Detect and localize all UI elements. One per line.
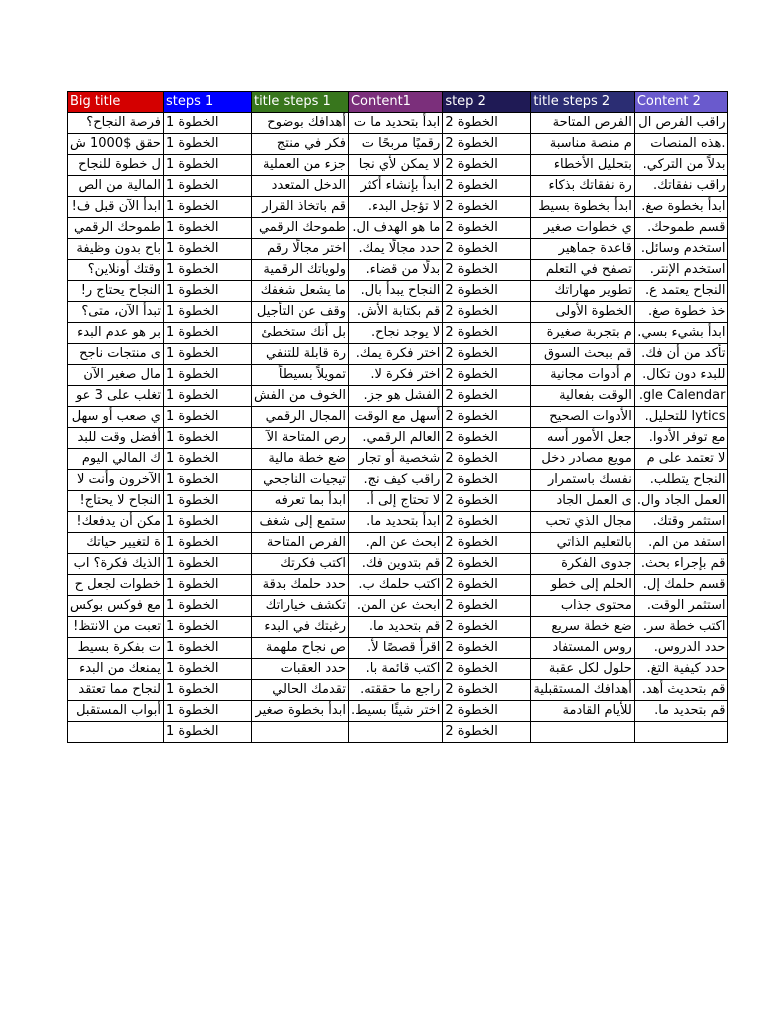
table-row <box>68 281 728 302</box>
table-row <box>68 512 728 533</box>
table-row <box>68 260 728 281</box>
big-title-cell[interactable]: خطوات لجعل ح <box>68 575 164 596</box>
header-step-2[interactable]: step 2 <box>443 92 531 113</box>
content-1-cell[interactable]: حدد مجالًا يمك. <box>348 239 442 260</box>
content-2-cell[interactable]: حدد كيفية التغ. <box>634 659 728 680</box>
big-title-cell[interactable]: باح بدون وظيفة <box>68 239 164 260</box>
title-steps-1-cell[interactable]: تقدمك الحالي <box>251 680 348 701</box>
step-2-cell[interactable]: الخطوة 2 <box>443 512 531 533</box>
big-title-cell[interactable]: يمنعك من البدء <box>68 659 164 680</box>
content-2-cell[interactable]: ابدأ بشيء بسي. <box>634 323 728 344</box>
content-2-cell[interactable]: النجاح يتطلب. <box>634 470 728 491</box>
header-big-title[interactable]: Big title <box>68 92 164 113</box>
content-1-cell[interactable]: ابحث عن الم. <box>348 533 442 554</box>
step-2-cell[interactable]: الخطوة 2 <box>443 449 531 470</box>
table-row <box>68 449 728 470</box>
title-steps-1-cell[interactable]: اكتب فكرتك <box>251 554 348 575</box>
title-steps-2-cell[interactable]: للأيام القادمة <box>531 701 635 722</box>
step-2-cell[interactable]: الخطوة 2 <box>443 218 531 239</box>
steps-1-cell[interactable]: الخطوة 1 <box>163 281 251 302</box>
title-steps-1-cell[interactable]: جزء من العملية <box>251 155 348 176</box>
steps-1-cell[interactable]: الخطوة 1 <box>163 659 251 680</box>
step-2-cell[interactable]: الخطوة 2 <box>443 491 531 512</box>
table-row <box>68 428 728 449</box>
content-2-cell[interactable]: بدلاً من التركي. <box>634 155 728 176</box>
title-steps-2-cell[interactable]: الأدوات الصحيح <box>531 407 635 428</box>
steps-1-cell[interactable]: الخطوة 1 <box>163 407 251 428</box>
big-title-cell[interactable]: لنجاح مما تعتقد <box>68 680 164 701</box>
steps-1-cell[interactable]: الخطوة 1 <box>163 701 251 722</box>
table-row <box>68 197 728 218</box>
step-2-cell[interactable]: الخطوة 2 <box>443 344 531 365</box>
content-1-cell[interactable]: راقب كيف نج. <box>348 470 442 491</box>
content-2-cell[interactable]: لا تعتمد على م <box>634 449 728 470</box>
title-steps-1-cell[interactable]: الفرص المتاحة <box>251 533 348 554</box>
big-title-cell[interactable]: ة لتغيير حياتك <box>68 533 164 554</box>
steps-1-cell[interactable]: الخطوة 1 <box>163 113 251 134</box>
big-title-cell[interactable]: حقق $1000 ش <box>68 134 164 155</box>
content-1-cell[interactable]: الفشل هو جز. <box>348 386 442 407</box>
table-body <box>68 113 728 743</box>
content-2-cell[interactable]: العمل الجاد وال. <box>634 491 728 512</box>
title-steps-2-cell[interactable]: قم ببحث السوق <box>531 344 635 365</box>
content-1-cell[interactable]: لا يوجد نجاح. <box>348 323 442 344</box>
title-steps-1-cell[interactable]: بل أنك ستخطئ <box>251 323 348 344</box>
step-2-cell[interactable]: الخطوة 2 <box>443 260 531 281</box>
title-steps-2-cell[interactable]: مجال الذي تحب <box>531 512 635 533</box>
steps-1-cell[interactable]: الخطوة 1 <box>163 239 251 260</box>
step-2-cell[interactable]: الخطوة 2 <box>443 638 531 659</box>
step-2-cell[interactable]: الخطوة 2 <box>443 113 531 134</box>
content-1-cell[interactable]: اكتب قائمة با. <box>348 659 442 680</box>
title-steps-2-cell[interactable]: الفرص المتاحة <box>531 113 635 134</box>
steps-1-cell[interactable]: الخطوة 1 <box>163 176 251 197</box>
table-row <box>68 575 728 596</box>
header-row <box>68 92 728 113</box>
table-row <box>68 176 728 197</box>
title-steps-2-cell[interactable]: جعل الأمور أسه <box>531 428 635 449</box>
title-steps-2-cell[interactable]: رة نفقاتك بذكاء <box>531 176 635 197</box>
title-steps-1-cell[interactable]: المجال الرقمي <box>251 407 348 428</box>
content-2-cell[interactable]: قم بتحديث أهد. <box>634 680 728 701</box>
table-row <box>68 596 728 617</box>
step-2-cell[interactable]: الخطوة 2 <box>443 239 531 260</box>
content-1-cell[interactable]: لا يمكن لأي نجا <box>348 155 442 176</box>
content-1-cell[interactable]: قم بتحديد ما. <box>348 617 442 638</box>
steps-1-cell[interactable]: الخطوة 1 <box>163 596 251 617</box>
steps-1-cell[interactable]: الخطوة 1 <box>163 218 251 239</box>
table-row <box>68 722 728 743</box>
content-2-cell[interactable]: النجاح يعتمد ع. <box>634 281 728 302</box>
content-2-cell[interactable]: .هذه المنصات <box>634 134 728 155</box>
title-steps-2-cell[interactable]: حلول لكل عقبة <box>531 659 635 680</box>
content-2-cell[interactable]: استخدم وسائل. <box>634 239 728 260</box>
title-steps-1-cell[interactable]: قم باتخاذ القرار <box>251 197 348 218</box>
content-2-cell[interactable]: راقب نفقاتك. <box>634 176 728 197</box>
big-title-cell[interactable]: بر هو عدم البدء <box>68 323 164 344</box>
big-title-cell[interactable]: تغلب على 3 عو <box>68 386 164 407</box>
content-2-cell[interactable]: قسم حلمك إل. <box>634 575 728 596</box>
table-row <box>68 407 728 428</box>
title-steps-1-cell[interactable]: وقف عن التأجيل <box>251 302 348 323</box>
title-steps-1-cell[interactable]: ما يشعل شغفك <box>251 281 348 302</box>
step-2-cell[interactable]: الخطوة 2 <box>443 134 531 155</box>
steps-1-cell[interactable]: الخطوة 1 <box>163 533 251 554</box>
steps-1-cell[interactable]: الخطوة 1 <box>163 302 251 323</box>
steps-1-cell[interactable]: الخطوة 1 <box>163 491 251 512</box>
big-title-cell[interactable]: ابدأ الآن قبل ف! <box>68 197 164 218</box>
step-2-cell[interactable]: الخطوة 2 <box>443 197 531 218</box>
big-title-cell[interactable]: ك المالي اليوم <box>68 449 164 470</box>
step-2-cell[interactable]: الخطوة 2 <box>443 302 531 323</box>
table-row <box>68 554 728 575</box>
step-2-cell[interactable]: الخطوة 2 <box>443 596 531 617</box>
big-title-cell[interactable] <box>68 722 164 743</box>
title-steps-1-cell[interactable]: رغبتك في البدء <box>251 617 348 638</box>
title-steps-1-cell[interactable]: ابدأ بما تعرفه <box>251 491 348 512</box>
step-2-cell[interactable]: الخطوة 2 <box>443 281 531 302</box>
content-2-cell[interactable]: قسم طموحك. <box>634 218 728 239</box>
content-1-cell[interactable]: اختر شيئًا بسيط. <box>348 701 442 722</box>
title-steps-1-cell[interactable]: الدخل المتعدد <box>251 176 348 197</box>
spreadsheet-table <box>67 91 728 743</box>
big-title-cell[interactable]: مال صغير الآن <box>68 365 164 386</box>
content-1-cell[interactable]: اكتب حلمك ب. <box>348 575 442 596</box>
step-2-cell[interactable]: الخطوة 2 <box>443 323 531 344</box>
steps-1-cell[interactable]: الخطوة 1 <box>163 323 251 344</box>
table-row <box>68 239 728 260</box>
title-steps-2-cell[interactable]: بالتعليم الذاتي <box>531 533 635 554</box>
steps-1-cell[interactable]: الخطوة 1 <box>163 638 251 659</box>
header-content-2[interactable]: Content 2 <box>634 92 728 113</box>
step-2-cell[interactable]: الخطوة 2 <box>443 470 531 491</box>
steps-1-cell[interactable]: الخطوة 1 <box>163 512 251 533</box>
title-steps-1-cell[interactable]: حدد حلمك بدقة <box>251 575 348 596</box>
content-2-cell[interactable]: استثمر الوقت. <box>634 596 728 617</box>
table-row <box>68 386 728 407</box>
step-2-cell[interactable]: الخطوة 2 <box>443 155 531 176</box>
step-2-cell[interactable]: الخطوة 2 <box>443 701 531 722</box>
big-title-cell[interactable]: طموحك الرقمي <box>68 218 164 239</box>
content-2-cell[interactable]: راقب الفرص ال <box>634 113 728 134</box>
big-title-cell[interactable]: تعبت من الانتظ! <box>68 617 164 638</box>
title-steps-1-cell[interactable]: ضع خطة مالية <box>251 449 348 470</box>
big-title-cell[interactable]: ت بفكرة بسيط <box>68 638 164 659</box>
big-title-cell[interactable]: النجاح لا يحتاج! <box>68 491 164 512</box>
content-2-cell[interactable]: استفد من الم. <box>634 533 728 554</box>
title-steps-1-cell[interactable]: أهدافك بوضوح <box>251 113 348 134</box>
step-2-cell[interactable]: الخطوة 2 <box>443 722 531 743</box>
title-steps-2-cell[interactable]: الوقت بفعالية <box>531 386 635 407</box>
big-title-cell[interactable]: تبدأ الآن، متى؟ <box>68 302 164 323</box>
table-row <box>68 134 728 155</box>
content-1-cell[interactable]: رقميًا مربحًا ت <box>348 134 442 155</box>
content-1-cell[interactable]: ابدأ بتحديد ما ت <box>348 113 442 134</box>
title-steps-1-cell[interactable]: رة قابلة للتنفي <box>251 344 348 365</box>
big-title-cell[interactable]: مكن أن يدفعك! <box>68 512 164 533</box>
content-1-cell[interactable]: ما هو الهدف ال. <box>348 218 442 239</box>
step-2-cell[interactable]: الخطوة 2 <box>443 575 531 596</box>
table-row <box>68 701 728 722</box>
table-row <box>68 491 728 512</box>
steps-1-cell[interactable]: الخطوة 1 <box>163 428 251 449</box>
steps-1-cell[interactable]: الخطوة 1 <box>163 449 251 470</box>
steps-1-cell[interactable]: الخطوة 1 <box>163 197 251 218</box>
steps-1-cell[interactable]: الخطوة 1 <box>163 344 251 365</box>
title-steps-2-cell[interactable]: أهدافك المستقبلية <box>531 680 635 701</box>
title-steps-2-cell[interactable]: الخطوة الأولى <box>531 302 635 323</box>
title-steps-1-cell[interactable]: ستمع إلى شغف <box>251 512 348 533</box>
content-2-cell[interactable]: استثمر وقتك. <box>634 512 728 533</box>
steps-1-cell[interactable]: الخطوة 1 <box>163 470 251 491</box>
table-row <box>68 155 728 176</box>
content-1-cell[interactable]: راجع ما حققته. <box>348 680 442 701</box>
title-steps-1-cell[interactable]: تيجيات الناجحي <box>251 470 348 491</box>
title-steps-2-cell[interactable]: ى العمل الجاد <box>531 491 635 512</box>
content-2-cell[interactable]: قم بتحديد ما. <box>634 701 728 722</box>
content-2-cell[interactable]: حدد الدروس. <box>634 638 728 659</box>
steps-1-cell[interactable]: الخطوة 1 <box>163 722 251 743</box>
header-steps-1[interactable]: steps 1 <box>163 92 251 113</box>
steps-1-cell[interactable]: الخطوة 1 <box>163 155 251 176</box>
title-steps-2-cell[interactable]: ضع خطة سريع <box>531 617 635 638</box>
steps-1-cell[interactable]: الخطوة 1 <box>163 365 251 386</box>
title-steps-2-cell[interactable]: قاعدة جماهير <box>531 239 635 260</box>
title-steps-1-cell[interactable]: ولوياتك الرقمية <box>251 260 348 281</box>
content-2-cell[interactable]: استخدم الإنتر. <box>634 260 728 281</box>
title-steps-2-cell[interactable]: م منصة مناسبة <box>531 134 635 155</box>
title-steps-1-cell[interactable]: الخوف من الفش <box>251 386 348 407</box>
content-2-cell[interactable]: ابدأ بخطوة صغ. <box>634 197 728 218</box>
table-row <box>68 302 728 323</box>
table-row <box>68 365 728 386</box>
title-steps-1-cell[interactable]: ابدأ بخطوة صغير <box>251 701 348 722</box>
table-row <box>68 218 728 239</box>
big-title-cell[interactable]: أبواب المستقبل <box>68 701 164 722</box>
table-row <box>68 323 728 344</box>
table-row <box>68 617 728 638</box>
title-steps-1-cell[interactable]: طموحك الرقمي <box>251 218 348 239</box>
title-steps-2-cell[interactable]: نفسك باستمرار <box>531 470 635 491</box>
steps-1-cell[interactable]: الخطوة 1 <box>163 260 251 281</box>
content-2-cell[interactable]: قم بإجراء بحث. <box>634 554 728 575</box>
table-row <box>68 533 728 554</box>
title-steps-2-cell[interactable]: روس المستفاد <box>531 638 635 659</box>
title-steps-2-cell[interactable]: الحلم إلى خطو <box>531 575 635 596</box>
big-title-cell[interactable]: النجاح يحتاج ر! <box>68 281 164 302</box>
steps-1-cell[interactable]: الخطوة 1 <box>163 575 251 596</box>
content-1-cell[interactable]: ابدأ بتحديد ما. <box>348 512 442 533</box>
content-1-cell[interactable]: العالم الرقمي. <box>348 428 442 449</box>
content-1-cell[interactable]: ابحث عن المن. <box>348 596 442 617</box>
title-steps-2-cell[interactable]: جدوى الفكرة <box>531 554 635 575</box>
content-2-cell[interactable]: gle Calendar. <box>634 386 728 407</box>
title-steps-2-cell[interactable]: م بتجربة صغيرة <box>531 323 635 344</box>
step-2-cell[interactable]: الخطوة 2 <box>443 617 531 638</box>
table-row <box>68 344 728 365</box>
steps-1-cell[interactable]: الخطوة 1 <box>163 617 251 638</box>
content-1-cell[interactable] <box>348 722 442 743</box>
big-title-cell[interactable]: الآخرون وأنت لا <box>68 470 164 491</box>
title-steps-2-cell[interactable]: ي خطوات صغير <box>531 218 635 239</box>
title-steps-1-cell[interactable]: اختر مجالًا رقم <box>251 239 348 260</box>
step-2-cell[interactable]: الخطوة 2 <box>443 428 531 449</box>
step-2-cell[interactable]: الخطوة 2 <box>443 680 531 701</box>
content-1-cell[interactable]: النجاح يبدأ بال. <box>348 281 442 302</box>
steps-1-cell[interactable]: الخطوة 1 <box>163 680 251 701</box>
content-1-cell[interactable]: شخصية أو تجار <box>348 449 442 470</box>
step-2-cell[interactable]: الخطوة 2 <box>443 407 531 428</box>
steps-1-cell[interactable]: الخطوة 1 <box>163 134 251 155</box>
table-row <box>68 659 728 680</box>
title-steps-2-cell[interactable]: تصفح في التعلم <box>531 260 635 281</box>
content-2-cell[interactable]: تأكد من أن فك. <box>634 344 728 365</box>
table-row <box>68 470 728 491</box>
steps-1-cell[interactable]: الخطوة 1 <box>163 554 251 575</box>
header-content-1[interactable]: Content1 <box>348 92 442 113</box>
title-steps-1-cell[interactable] <box>251 722 348 743</box>
content-1-cell[interactable]: قم بتدوين فك. <box>348 554 442 575</box>
content-1-cell[interactable]: أسهل مع الوقت <box>348 407 442 428</box>
content-1-cell[interactable]: لا تحتاج إلى أ. <box>348 491 442 512</box>
big-title-cell[interactable]: ل خطوة للنجاح <box>68 155 164 176</box>
table-row <box>68 680 728 701</box>
step-2-cell[interactable]: الخطوة 2 <box>443 554 531 575</box>
content-2-cell[interactable]: اكتب خطة سر. <box>634 617 728 638</box>
step-2-cell[interactable]: الخطوة 2 <box>443 659 531 680</box>
content-1-cell[interactable]: اقرأ قصصًا لأ. <box>348 638 442 659</box>
content-1-cell[interactable]: ابدأ بإنشاء أكثر <box>348 176 442 197</box>
step-2-cell[interactable]: الخطوة 2 <box>443 365 531 386</box>
step-2-cell[interactable]: الخطوة 2 <box>443 533 531 554</box>
big-title-cell[interactable]: فرصة النجاح؟ <box>68 113 164 134</box>
title-steps-1-cell[interactable]: تكشف خياراتك <box>251 596 348 617</box>
title-steps-1-cell[interactable]: رص المتاحة الآ <box>251 428 348 449</box>
steps-1-cell[interactable]: الخطوة 1 <box>163 386 251 407</box>
content-1-cell[interactable]: بدلًا من قضاء. <box>348 260 442 281</box>
title-steps-2-cell[interactable]: تطوير مهاراتك <box>531 281 635 302</box>
header-title-steps-2[interactable]: title steps 2 <box>531 92 635 113</box>
title-steps-2-cell[interactable]: ابدأ بخطوة بسيط <box>531 197 635 218</box>
content-1-cell[interactable]: لا تؤجل البدء. <box>348 197 442 218</box>
big-title-cell[interactable]: وقتك أونلاين؟ <box>68 260 164 281</box>
title-steps-2-cell[interactable]: م أدوات مجانية <box>531 365 635 386</box>
step-2-cell[interactable]: الخطوة 2 <box>443 386 531 407</box>
title-steps-1-cell[interactable]: تمويلاً بسيطاً <box>251 365 348 386</box>
big-title-cell[interactable]: الذيك فكرة؟ اب <box>68 554 164 575</box>
big-title-cell[interactable]: ى منتجات ناجح <box>68 344 164 365</box>
title-steps-2-cell[interactable]: بتحليل الأخطاء <box>531 155 635 176</box>
step-2-cell[interactable]: الخطوة 2 <box>443 176 531 197</box>
big-title-cell[interactable]: أفضل وقت للبد <box>68 428 164 449</box>
content-1-cell[interactable]: قم بكتابة الأش. <box>348 302 442 323</box>
content-2-cell[interactable]: خذ خطوة صغ. <box>634 302 728 323</box>
content-2-cell[interactable]: للبدء دون تكال. <box>634 365 728 386</box>
big-title-cell[interactable]: ي صعب أو سهل <box>68 407 164 428</box>
title-steps-1-cell[interactable]: فكر في منتج <box>251 134 348 155</box>
title-steps-2-cell[interactable]: محتوى جذاب <box>531 596 635 617</box>
content-1-cell[interactable]: اختر فكرة لا. <box>348 365 442 386</box>
content-1-cell[interactable]: اختر فكرة يمك. <box>348 344 442 365</box>
title-steps-1-cell[interactable]: ص نجاح ملهمة <box>251 638 348 659</box>
table-row <box>68 638 728 659</box>
title-steps-2-cell[interactable]: مويع مصادر دخل <box>531 449 635 470</box>
content-2-cell[interactable] <box>634 722 728 743</box>
table-row <box>68 113 728 134</box>
content-2-cell[interactable]: lytics للتحليل. <box>634 407 728 428</box>
content-2-cell[interactable]: مع توفر الأدوا. <box>634 428 728 449</box>
header-title-steps-1[interactable]: title steps 1 <box>251 92 348 113</box>
title-steps-2-cell[interactable] <box>531 722 635 743</box>
title-steps-1-cell[interactable]: حدد العقبات <box>251 659 348 680</box>
big-title-cell[interactable]: مع فوكس بوكس <box>68 596 164 617</box>
big-title-cell[interactable]: المالية من الص <box>68 176 164 197</box>
